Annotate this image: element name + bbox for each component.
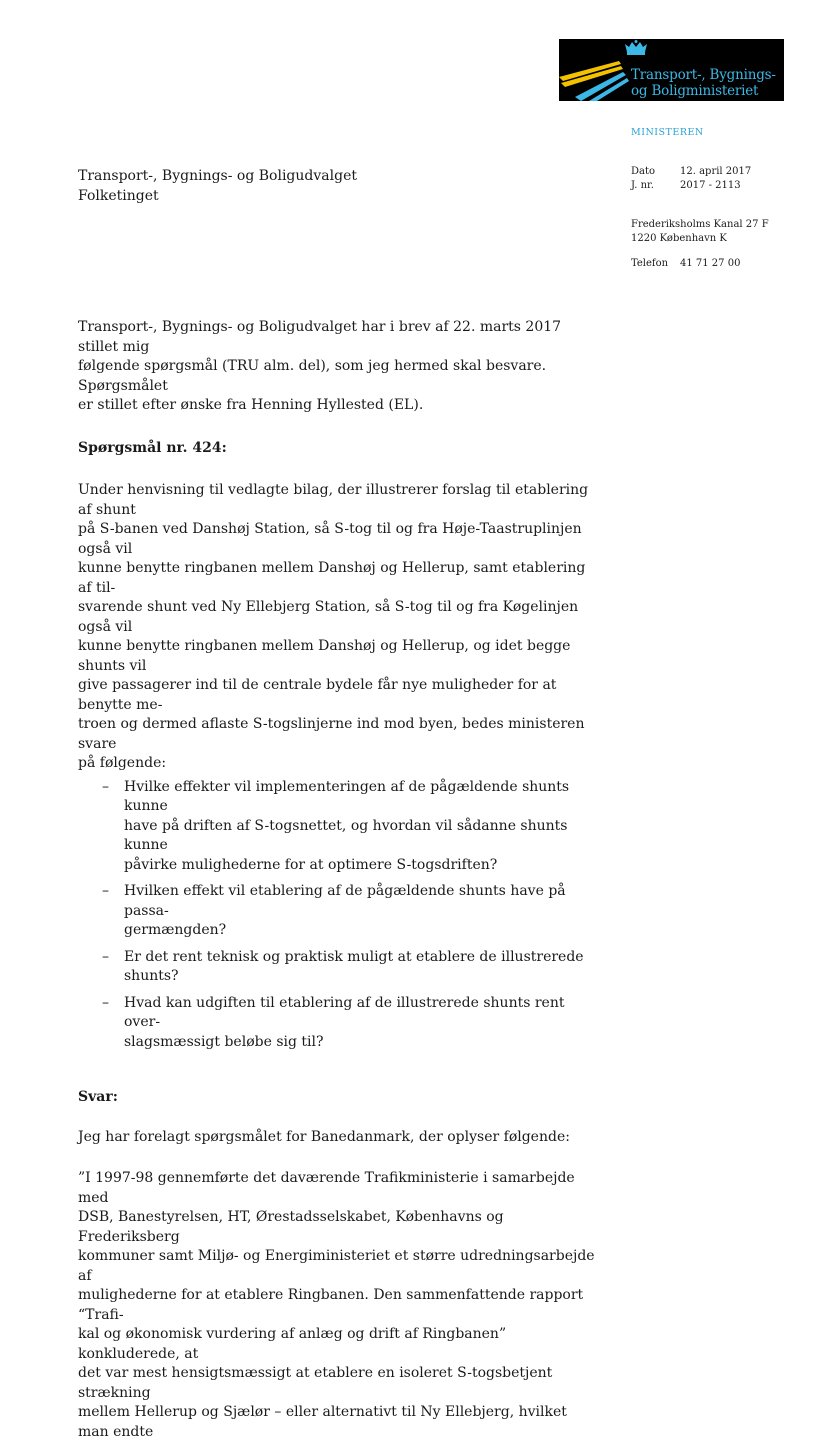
question-line: kunne benytte ringbanen mellem Danshøj og Hellerup, samt etablering af til-	[78, 560, 586, 596]
intro-paragraph	[78, 318, 598, 416]
list-item	[78, 948, 598, 987]
list-item-line: Hvilke effekter vil implementeringen af de pågældende shunts kunne	[124, 778, 570, 814]
date-row	[631, 166, 751, 177]
list-item-line: Hvad kan udgiften til etablering af de illustrerede shunts rent over-	[124, 994, 565, 1030]
question-line: Under henvisning til vedlagte bilag, der illustrerer forslag til etablering af shunt	[78, 482, 589, 518]
sender-title: MINISTEREN	[631, 127, 704, 138]
phone-label: Telefon	[631, 258, 669, 269]
answer-paragraph	[78, 1169, 598, 1442]
intro-line: er stillet efter ønske fra Henning Hyllested (EL).	[78, 397, 424, 413]
intro-line: Transport-, Bygnings- og Boligudvalget har i brev af 22. marts 2017 stillet mig	[78, 319, 562, 355]
answer-heading: Svar:	[78, 1089, 118, 1105]
list-item-line: påvirke mulighederne for at optimere S-togsdriften?	[124, 856, 498, 873]
question-line: på følgende:	[78, 755, 167, 771]
journal-row	[631, 180, 741, 191]
answer-line: kal og økonomisk vurdering af anlæg og drift af Ringbanen” konkluderede, at	[78, 1326, 507, 1362]
list-item-line: shunts?	[124, 968, 179, 984]
question-paragraph	[78, 481, 598, 774]
recipient-line-2: Folketinget	[78, 188, 159, 204]
list-item-line: Er det rent teknisk og praktisk muligt at etablere de illustrerede	[124, 948, 584, 965]
list-item-line: germængden?	[124, 922, 227, 938]
address-line-1: Frederiksholms Kanal 27 F	[631, 219, 769, 230]
letter-body	[78, 318, 598, 1442]
answer-line: ”I 1997-98 gennemførte det daværende Trafikministerie i samarbejde med	[78, 1170, 575, 1206]
question-line: svarende shunt ved Ny Ellebjerg Station, så S-tog til og fra Køgelinjen også vil	[78, 599, 579, 635]
question-heading: Spørgsmål nr. 424:	[78, 439, 227, 456]
dash-bullet: –	[102, 994, 109, 1011]
address	[631, 218, 769, 246]
question-line: kunne benytte ringbanen mellem Danshøj og Hellerup, og idet begge shunts vil	[78, 638, 571, 674]
intro-line: følgende spørgsmål (TRU alm. del), som jeg hermed skal besvare. Spørgsmålet	[78, 358, 547, 394]
answer-line: DSB, Banestyrelsen, HT, Ørestadsselskabet, Københavns og Frederiksberg	[78, 1209, 504, 1245]
answer-line: mellem Hellerup og Sjælør – eller alternativt til Ny Ellebjerg, hvilket man endte	[78, 1404, 567, 1440]
phone-row	[631, 258, 740, 269]
answer-intro: Jeg har forelagt spørgsmålet for Banedanmark, der oplyser følgende:	[78, 1128, 570, 1145]
question-line: give passagerer ind til de centrale bydele får nye muligheder for at benytte me-	[78, 677, 557, 713]
logo-line-1: Transport-, Bygnings-	[631, 67, 776, 83]
phone-value: 41 71 27 00	[680, 258, 741, 269]
logo-line-2: og Boligministeriet	[631, 83, 759, 99]
journal-value: 2017 - 2113	[680, 180, 741, 191]
recipient	[78, 166, 357, 206]
recipient-line-1: Transport-, Bygnings- og Boligudvalget	[78, 168, 357, 184]
address-line-2: 1220 København K	[631, 233, 727, 244]
dash-bullet: –	[102, 778, 109, 795]
dash-bullet: –	[102, 883, 109, 899]
list-item	[78, 994, 598, 1053]
list-item-line: have på driften af S-togsnettet, og hvordan vil sådanne shunts kunne	[124, 817, 568, 853]
ministry-logo	[559, 39, 784, 101]
answer-line: mulighederne for at etablere Ringbanen. Den sammenfattende rapport “Trafi-	[78, 1287, 584, 1323]
date-label: Dato	[631, 166, 656, 177]
list-item	[78, 778, 598, 876]
list-item	[78, 882, 598, 941]
dash-bullet: –	[102, 948, 109, 965]
question-list	[78, 778, 598, 1053]
question-line: på S-banen ved Danshøj Station, så S-tog til og fra Høje-Taastruplinjen også vil	[78, 521, 582, 557]
answer-line: kommuner samt Miljø- og Energiministeriet et større udredningsarbejde af	[78, 1248, 595, 1284]
list-item-line: slagsmæssigt beløbe sig til?	[124, 1033, 324, 1050]
list-item-line: Hvilken effekt vil etablering af de pågældende shunts have på passa-	[124, 883, 566, 919]
answer-line: det var mest hensigtsmæssigt at etablere en isoleret S-togsbetjent strækning	[78, 1365, 553, 1401]
journal-label: J. nr.	[631, 180, 654, 191]
question-line: troen og dermed aflaste S-togslinjerne ind mod byen, bedes ministeren svare	[78, 716, 585, 752]
date-value: 12. april 2017	[680, 166, 752, 177]
